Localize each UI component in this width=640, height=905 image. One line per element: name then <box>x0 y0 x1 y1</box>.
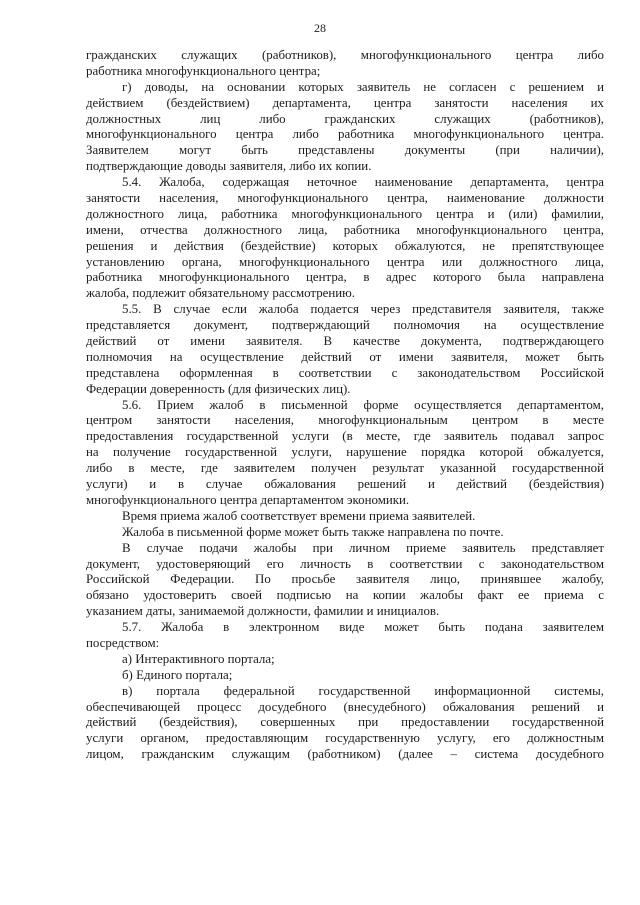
text-line: Время приема жалоб соответствует времени приема заявителей. <box>122 508 476 523</box>
text-line: г) доводы, на основании которых заявитель не согласен с решением и <box>122 79 604 94</box>
text-line: представляется документ, подтверждающий полномочия на осуществление <box>86 318 604 333</box>
text-line: указанием даты, занимаемой должности, фамилии и инициалов. <box>86 604 440 619</box>
text-line: гражданских служащих (работников), многофункционального центра либо <box>86 48 604 62</box>
text-line: полномочия на осуществление действий от имени заявителя, может быть <box>86 349 604 364</box>
text-line: посредством: <box>86 635 160 650</box>
text-line: имени, отчества должностного лица, работника многофункционального центра, <box>86 222 604 237</box>
text-line: действием (бездействием) департамента, центра занятости населения их <box>86 95 604 110</box>
text-line: предоставления государственной услуги (в месте, где заявитель подавал запрос <box>86 429 604 444</box>
text-line: 5.7. Жалоба в электронном виде может быть подана заявителем <box>122 620 604 635</box>
text-line: работника многофункционального центра; <box>86 63 321 78</box>
text-line: 5.5. В случае если жалоба подается через представителя заявителя, также <box>122 302 604 317</box>
text-line: В случае подачи жалобы при личном приеме заявитель представляет <box>122 540 604 555</box>
text-line: либо в месте, где заявителем получен результат указанной государственной <box>86 461 604 476</box>
text-line: а) Интерактивного портала; <box>122 651 275 666</box>
text-line: Федерации доверенность (для физических лиц). <box>86 381 351 396</box>
text-line: лицом, гражданским служащим (работником) (далее – система досудебного <box>86 747 604 762</box>
text-line: 5.4. Жалоба, содержащая неточное наименование департамента, центра <box>122 175 604 190</box>
text-line: Жалоба в письменной форме может быть также направлена по почте. <box>122 524 504 539</box>
text-line: жалоба, подлежит обязательному рассмотрению. <box>86 286 356 301</box>
text-line: услуги органом, предоставляющим государственную услугу, его должностным <box>86 731 604 746</box>
text-line: действий от имени заявителя. В качестве документа, подтверждающего <box>86 334 604 349</box>
text-line: многофункционального центра департаментом экономики. <box>86 492 410 507</box>
text-line: установлению органа, многофункционального центра или должностного лица, <box>86 254 604 269</box>
text-line: решения и действия (бездействие) которых обжалуются, не препятствующее <box>86 238 604 253</box>
text-line: услуги) и в случае обжалования решений и действий (бездействия) <box>86 477 604 492</box>
text-line: многофункционального центра либо работника многофункционального центра. <box>86 127 604 142</box>
text-line: 5.6. Прием жалоб в письменной форме осуществляется департаментом, <box>122 397 604 412</box>
text-line: должностных лиц либо гражданских служащих (работников), <box>86 111 604 126</box>
text-line: документ, удостоверяющий его личность в соответствии с законодательством <box>86 556 604 571</box>
text-line: на получение государственной услуги, нарушение порядка которой обжалуется, <box>86 445 604 460</box>
text-line: Заявителем могут быть представлены документы (при наличии), <box>86 143 604 158</box>
page-number: 28 <box>314 21 326 35</box>
text-line: подтверждающие доводы заявителя, либо их копии. <box>86 159 372 174</box>
text-line: в) портала федеральной государственной информационной системы, <box>122 683 604 698</box>
text-line: занятости населения, многофункционального центра, наименование должности <box>86 191 604 206</box>
text-line: действий (бездействия), совершенных при предоставлении государственной <box>86 715 604 730</box>
text-line: работника многофункционального центра, в адрес которого была направлена <box>86 270 604 285</box>
text-line: представлена оформленная в соответствии с законодательством Российской <box>86 365 604 380</box>
document-body <box>86 48 604 763</box>
text-line: Российской Федерации. По просьбе заявителя лицо, принявшее жалобу, <box>86 572 604 587</box>
text-line: обеспечивающей процесс досудебного (внесудебного) обжалования решений и <box>86 699 604 714</box>
text-line: должностного лица, работника многофункционального центра и (или) фамилии, <box>86 206 604 221</box>
text-line: обязано удостоверить своей подписью на копии жалобы факт ее приема с <box>86 588 604 603</box>
text-line: б) Единого портала; <box>122 667 233 682</box>
text-line: центром занятости населения, многофункциональным центром в месте <box>86 413 604 428</box>
